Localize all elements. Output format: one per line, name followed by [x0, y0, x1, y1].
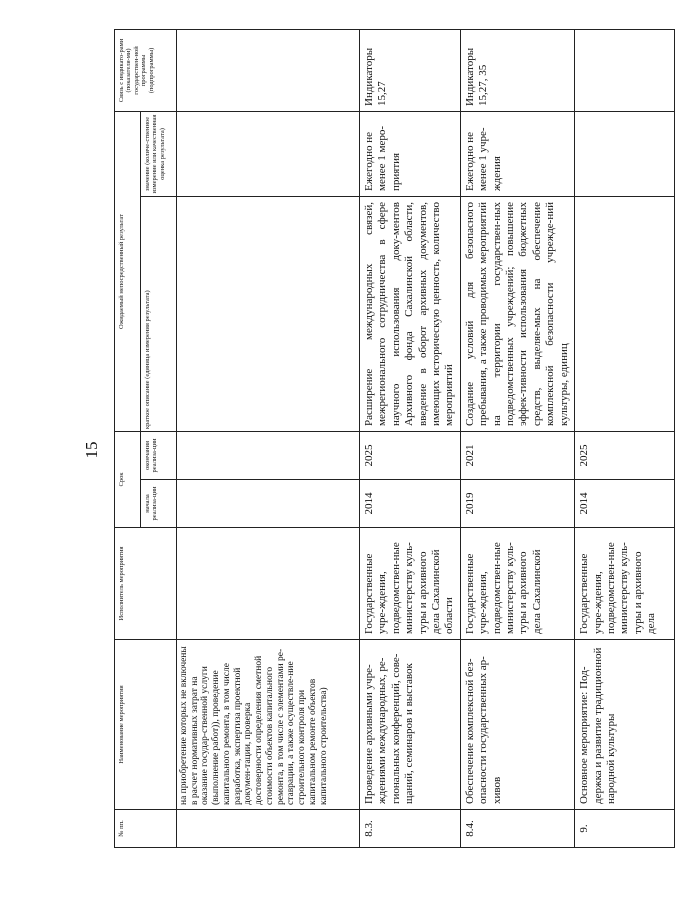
row-executor: Государственные учре-ждения, подведомствен-ные министерству куль-туры и архивного дела Сахалинской области: [360, 528, 461, 640]
table-row: [575, 30, 675, 848]
row-num: [177, 810, 360, 848]
row-start: [177, 480, 360, 528]
page-number: 15: [82, 441, 101, 459]
header-num: № пп.: [115, 810, 177, 848]
header-executor: Исполнитель мероприятия: [115, 528, 177, 640]
plan-table: [114, 29, 675, 848]
row-link: Индикаторы 15,27: [360, 30, 461, 112]
row-executor: [177, 528, 360, 640]
row-end: 2025: [360, 432, 461, 480]
row-link: [177, 30, 360, 112]
table-row: [460, 30, 574, 848]
table-row: [177, 30, 360, 848]
row-name: Проведение архивными учре-ждениями международных, ре-гиональных конференций, сове-щаний, семинаров и выставок: [360, 640, 461, 810]
header-term-start: начала реализа-ции: [141, 480, 177, 528]
table-row: [360, 30, 461, 848]
header-expected-desc: краткое описание (единица измерения результата): [141, 197, 177, 432]
row-executor: Государственные учре-ждения, подведомствен-ные министерству куль-туры и архивного дела: [575, 528, 675, 640]
header-name: Наименование мероприятия: [115, 640, 177, 810]
row-desc: [575, 197, 675, 432]
header-term: Срок: [115, 432, 141, 528]
header-expected: Ожидаемый непосредственный результат: [115, 112, 141, 432]
row-start: 2014: [575, 480, 675, 528]
row-desc: [177, 197, 360, 432]
row-value: [177, 112, 360, 197]
row-num: 8.4.: [460, 810, 574, 848]
row-desc: Создание условий для безопасного пребывания, а также проводимых мероприятий на территории государствен-ных подведомственных учреждений; повышение эффек-тивности использования бюджетных средств, выделяе-мых на обеспечение комплексной безопасности учрежде-ний культуры, единиц: [460, 197, 574, 432]
row-end: [177, 432, 360, 480]
row-num: 8.3.: [360, 810, 461, 848]
row-value: Ежегодно не менее 1 учре-ждения: [460, 112, 574, 197]
header-term-end: окончания реализа-ции: [141, 432, 177, 480]
row-value: Ежегодно не менее 1 меро-приятия: [360, 112, 461, 197]
row-link: [575, 30, 675, 112]
header-link: Связь с индикато-рами (показателя-ми) государствен-ной программы (подпрограммы): [115, 30, 177, 112]
row-name: на приобретение которых не включены в расчет нормативных затрат на оказание государ-ственной услуги (выполнение работ)), проведение капитального ремонта, в том числе разработка, экспертиза проектной докумен-тации, проверка достоверности определения сметной стоимости объектов капитального ремонта, в том числе с элементами ре-ставрации, а также осуществле-ние строительного контроля при капитальном ремонте объектов капитального строительства): [177, 640, 360, 810]
row-end: 2021: [460, 432, 574, 480]
row-value: [575, 112, 675, 197]
header-row-1: [115, 30, 141, 848]
row-name: Обеспечение комплексной без-опасности государственных ар-хивов: [460, 640, 574, 810]
header-expected-value: значение (количе-ственное измерение или качественная оценка результата): [141, 112, 177, 197]
row-name: Основное мероприятие: Под-держка и развитие традиционной народной культуры: [575, 640, 675, 810]
row-start: 2014: [360, 480, 461, 528]
row-num: 9.: [575, 810, 675, 848]
row-start: 2019: [460, 480, 574, 528]
row-end: 2025: [575, 432, 675, 480]
row-executor: Государственные учре-ждения, подведомствен-ные министерству куль-туры и архивного дела Сахалинской: [460, 528, 574, 640]
row-desc: Расширение международных связей, межрегионального сотрудничества в сфере научного использования доку-ментов Архивного фонда Сахалинской области, введение в оборот архивных документов, имеющих историческую ценность, количество мероприятий: [360, 197, 461, 432]
row-link: Индикаторы 15,27, 35: [460, 30, 574, 112]
